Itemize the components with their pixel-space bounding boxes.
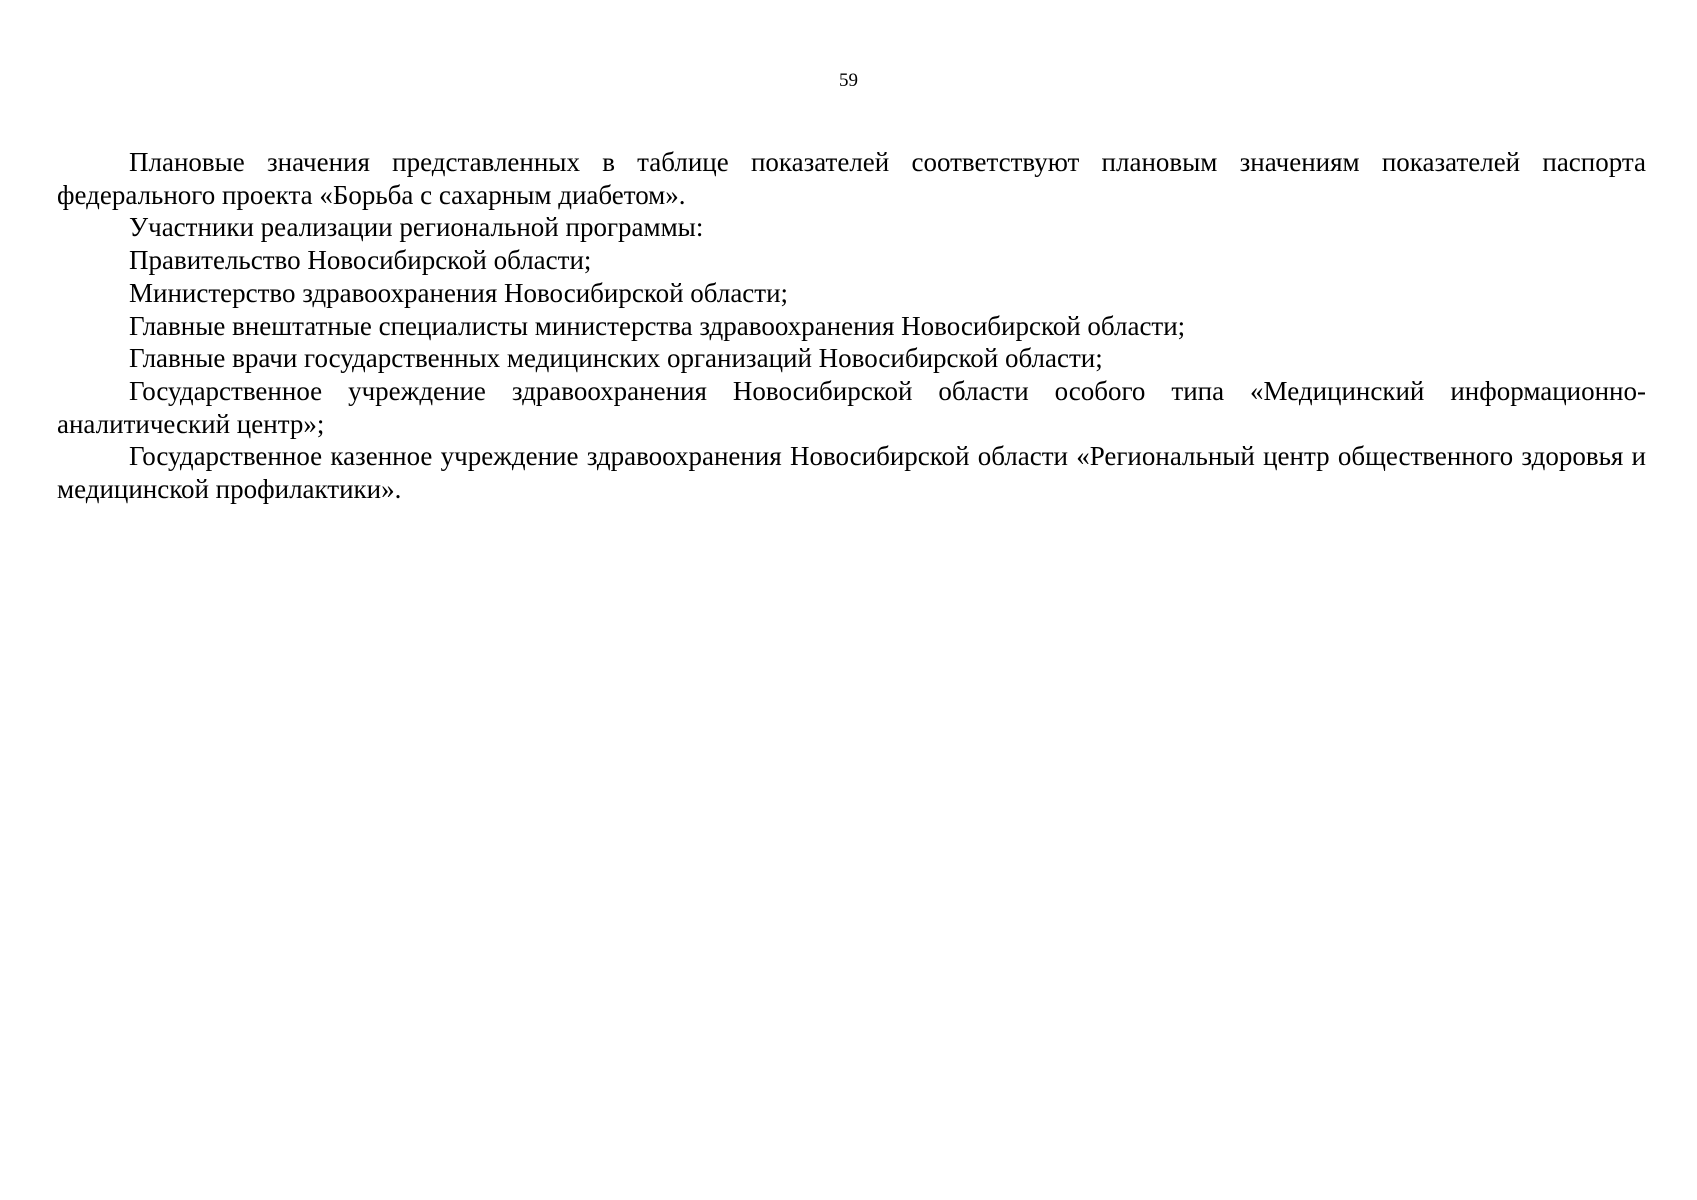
paragraph-chief-specialists: Главные внештатные специалисты министерства здравоохранения Новосибирской области; (129, 310, 1186, 341)
paragraph-participants-heading: Участники реализации региональной программы: (129, 212, 704, 243)
paragraph-public-health-center: Государственное казенное учреждение здравоохранения Новосибирской области «Региональный центр общественного здоровья и медицинской профилактики». (57, 441, 1646, 505)
page-number: 59 (839, 70, 858, 91)
paragraph-chief-physicians: Главные врачи государственных медицинских организаций Новосибирской области; (129, 343, 1103, 374)
paragraph-government: Правительство Новосибирской области; (129, 245, 592, 276)
document-body (57, 146, 1646, 506)
paragraph-analytic-center: Государственное учреждение здравоохранения Новосибирской области особого типа «Медицинский информационно-аналитический центр»; (57, 375, 1646, 439)
paragraph-ministry: Министерство здравоохранения Новосибирской области; (129, 277, 789, 308)
paragraph-plan-values: Плановые значения представленных в таблице показателей соответствуют плановым значениям показателей паспорта федерального проекта «Борьба с сахарным диабетом». (57, 147, 1646, 210)
